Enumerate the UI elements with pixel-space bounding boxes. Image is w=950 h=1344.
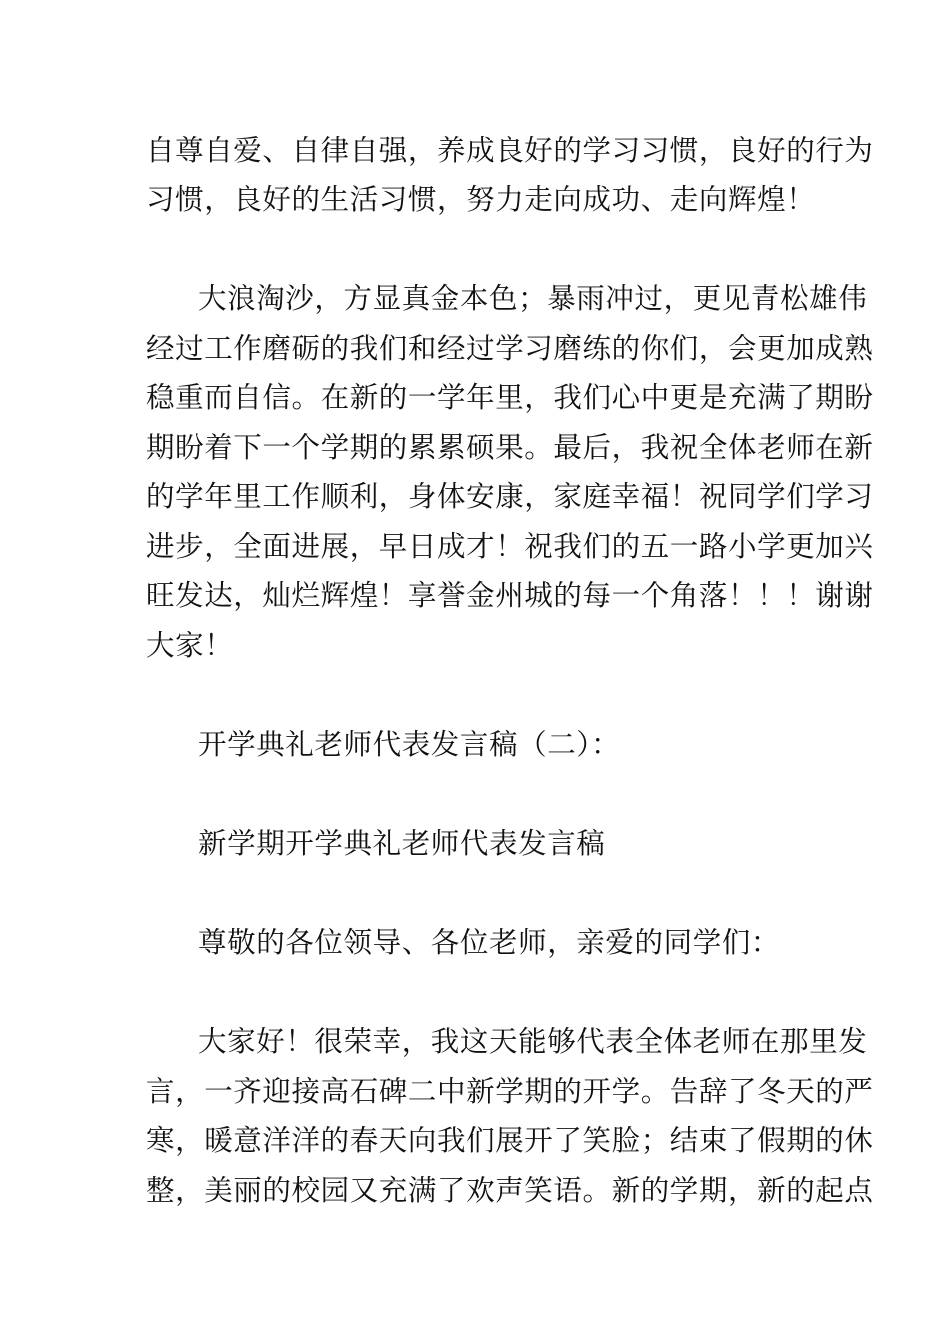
body-text-line: 的学年里工作顺利，身体安康，家庭幸福！祝同学们学习 [146,480,874,513]
salutation: 尊敬的各位领导、各位老师，亲爱的同学们： [198,926,781,959]
body-text-line: 习惯，良好的生活习惯，努力走向成功、走向辉煌！ [146,183,816,216]
section-heading: 开学典礼老师代表发言稿（二）： [198,728,621,761]
body-text-line: 大家好！很荣幸，我这天能够代表全体老师在那里发 [198,1025,868,1058]
body-text-line: 稳重而自信。在新的一学年里，我们心中更是充满了期盼 [146,381,874,414]
body-text-line: 大浪淘沙，方显真金本色；暴雨冲过，更见青松雄伟 [198,282,868,315]
body-text-line: 言，一齐迎接高石碑二中新学期的开学。告辞了冬天的严 [146,1075,874,1108]
body-text-line: 大家！ [146,629,234,662]
speech-title: 新学期开学典礼老师代表发言稿 [198,827,606,860]
body-text-line: 进步，全面进展，早日成才！祝我们的五一路小学更加兴 [146,530,874,563]
body-text-line: 整，美丽的校园又充满了欢声笑语。新的学期，新的起点 [146,1174,874,1207]
body-text-line: 经过工作磨砺的我们和经过学习磨练的你们，会更加成熟 [146,332,874,365]
body-text-line: 自尊自爱、自律自强，养成良好的学习习惯，良好的行为 [146,134,874,167]
body-text-line: 期盼着下一个学期的累累硕果。最后，我祝全体老师在新 [146,431,874,464]
body-text-line: 旺发达，灿烂辉煌！享誉金州城的每一个角落！！！谢谢 [146,579,874,612]
body-text-line: 寒，暖意洋洋的春天向我们展开了笑脸；结束了假期的休 [146,1124,874,1157]
